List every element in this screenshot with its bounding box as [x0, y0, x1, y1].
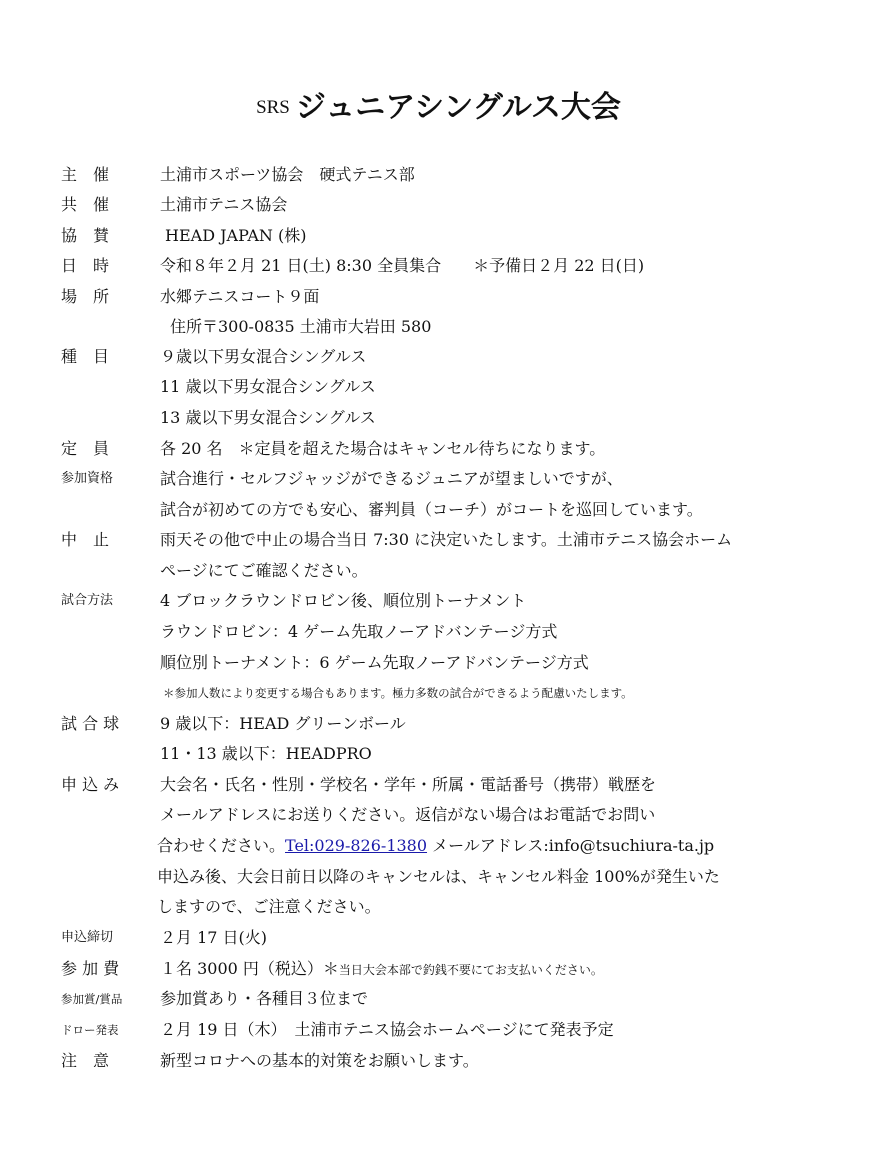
organizer-label: 主 催 [61, 165, 110, 184]
organizer-value: 土浦市スポーツ協会 硬式テニス部 [160, 165, 415, 184]
capacity-value: 各 20 名 ＊定員を超えた場合はキャンセル待ちになります。 [160, 439, 606, 458]
format-line: 4 ブロックラウンドロビン後、順位別トーナメント [160, 591, 527, 610]
ball-label: 試 合 球 [61, 714, 120, 733]
row-draw [0, 1015, 877, 1045]
ball-line: 9 歳以下：HEAD グリーンボール [160, 714, 406, 733]
row-ball [0, 709, 877, 739]
row-format [0, 586, 877, 616]
phone-link[interactable]: Tel:029-826-1380 [285, 836, 428, 855]
format-line: ラウンドロビン：4 ゲーム先取ノーアドバンテージ方式 [160, 622, 558, 641]
row-format-note [0, 678, 877, 708]
row-format-2 [0, 617, 877, 647]
event-item: 13 歳以下男女混合シングルス [160, 408, 376, 427]
format-note: ＊参加人数により変更する場合もあります。極力多数の試合ができるよう配慮いたします。 [163, 686, 633, 700]
draw-value: ２月 19 日（木） 土浦市テニス協会ホームページにて発表予定 [160, 1020, 614, 1039]
fee-note: 当日大会本部で釣銭不要にてお支払いください。 [338, 963, 603, 977]
sponsor-label: 協 賛 [61, 226, 110, 245]
datetime-value: 令和８年２月 21 日(土) 8:30 全員集合 ＊予備日２月 22 日(日) [160, 256, 645, 275]
eligibility-label: 参加資格 [61, 471, 114, 486]
row-organizer [0, 160, 877, 190]
row-format-3 [0, 648, 877, 678]
cancellation-label: 中 止 [61, 530, 110, 549]
row-venue-address [0, 312, 877, 342]
application-email: メールアドレス:info@tsuchiura-ta.jp [427, 836, 715, 855]
row-application [0, 770, 877, 800]
row-capacity [0, 434, 877, 464]
draw-label: ドロー発表 [61, 1023, 119, 1037]
document-title [0, 82, 877, 126]
cohost-value: 土浦市テニス協会 [160, 195, 288, 214]
row-venue [0, 282, 877, 312]
row-notice [0, 1046, 877, 1076]
application-line: メールアドレスにお送りください。返信がない場合はお電話でお問い [160, 805, 656, 824]
row-application-2 [0, 800, 877, 830]
row-fee [0, 954, 877, 984]
prizes-value: 参加賞あり・各種目３位まで [160, 989, 369, 1008]
deadline-label: 申込締切 [61, 930, 114, 945]
eligibility-line: 試合が初めての方でも安心、審判員（コーチ）がコートを巡回しています。 [160, 500, 703, 519]
row-sponsor [0, 221, 877, 251]
venue-address: 住所〒300-0835 土浦市大岩田 580 [170, 317, 432, 336]
prizes-label: 参加賞/賞品 [61, 992, 123, 1006]
row-eligibility [0, 464, 877, 494]
application-label: 申 込 み [61, 775, 120, 794]
event-item: 11 歳以下男女混合シングルス [160, 377, 376, 396]
capacity-label: 定 員 [61, 439, 110, 458]
row-cohost [0, 190, 877, 220]
events-label: 種 目 [61, 347, 110, 366]
row-events [0, 342, 877, 372]
venue-label: 場 所 [61, 287, 110, 306]
cohost-label: 共 催 [61, 195, 110, 214]
datetime-label: 日 時 [61, 256, 110, 275]
row-event-3 [0, 403, 877, 433]
fee-amount: １名 3000 円（税込）＊ [160, 959, 339, 978]
cancellation-line: 雨天その他で中止の場合当日 7:30 に決定いたします。土浦市テニス協会ホーム [160, 530, 733, 549]
fee-value [160, 954, 603, 985]
row-cancellation [0, 525, 877, 555]
format-line: 順位別トーナメント：6 ゲーム先取ノーアドバンテージ方式 [160, 653, 589, 672]
notice-value: 新型コロナへの基本的対策をお願いします。 [160, 1051, 479, 1070]
application-line: しますので、ご注意ください。 [157, 897, 381, 916]
fee-label: 参 加 費 [61, 959, 120, 978]
row-datetime [0, 251, 877, 281]
row-prizes [0, 984, 877, 1014]
row-application-5 [0, 892, 877, 922]
application-line: 大会名・氏名・性別・学校名・学年・所属・電話番号（携帯）戦歴を [160, 775, 657, 794]
row-eligibility-2 [0, 495, 877, 525]
title-main: ジュニアシングルス大会 [295, 90, 621, 125]
row-application-3 [0, 831, 877, 861]
ball-line: 11・13 歳以下：HEADPRO [160, 744, 372, 763]
application-line3-prefix: 合わせください。 [157, 836, 286, 855]
deadline-value: ２月 17 日(火) [160, 928, 268, 947]
row-application-4 [0, 862, 877, 892]
venue-value: 水郷テニスコート９面 [160, 287, 320, 306]
eligibility-line: 試合進行・セルフジャッジができるジュニアが望ましいですが、 [160, 469, 623, 488]
row-deadline [0, 923, 877, 953]
application-line: 申込み後、大会日前日以降のキャンセルは、キャンセル料金 100%が発生いた [157, 867, 720, 886]
event-item: ９歳以下男女混合シングルス [160, 347, 367, 366]
row-cancellation-2 [0, 556, 877, 586]
format-label: 試合方法 [61, 593, 114, 608]
cancellation-line: ページにてご確認ください。 [160, 561, 368, 580]
title-prefix: SRS [256, 97, 290, 118]
row-ball-2 [0, 739, 877, 769]
sponsor-value: HEAD JAPAN (株) [165, 226, 307, 245]
notice-label: 注 意 [61, 1051, 110, 1070]
row-event-2 [0, 372, 877, 402]
application-line [157, 831, 714, 861]
